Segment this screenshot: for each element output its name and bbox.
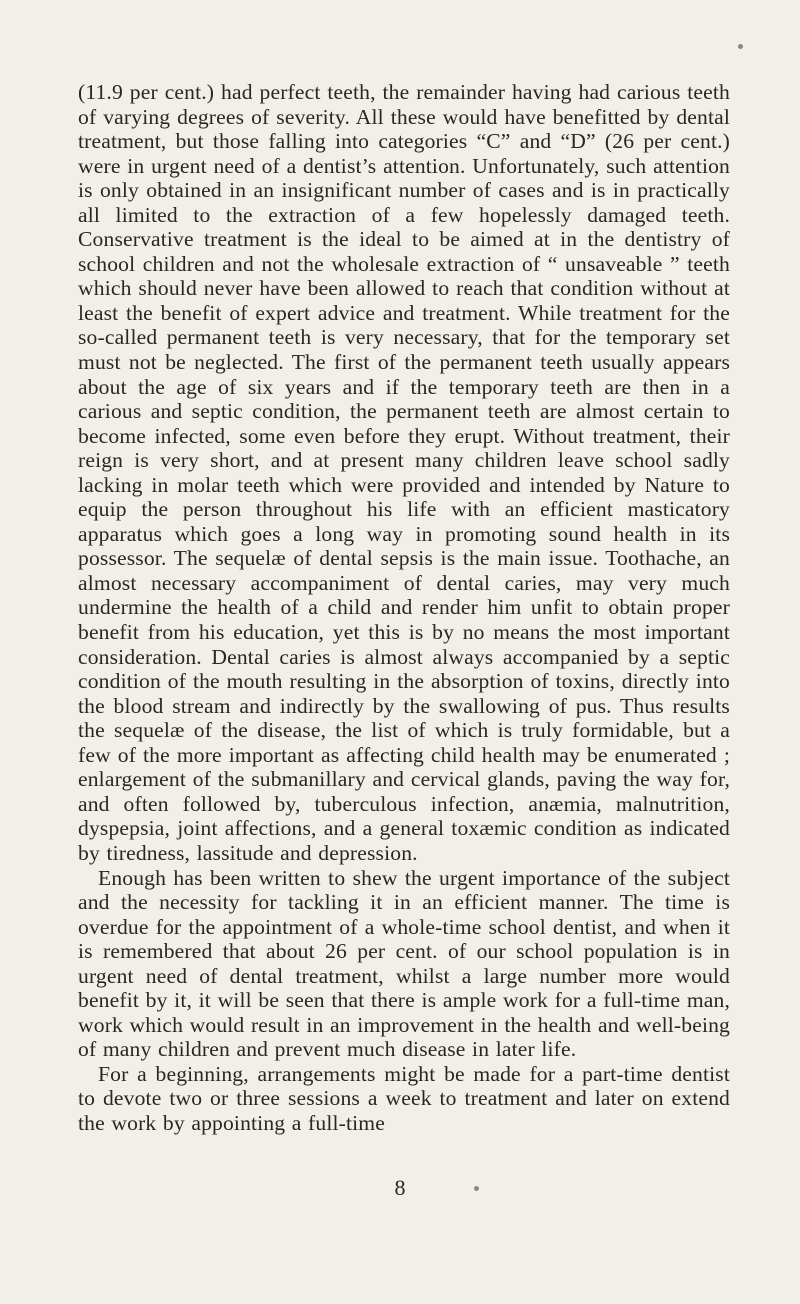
page-body (78, 80, 730, 1136)
body-paragraph-1: (11.9 per cent.) had perfect teeth, the remainder having had carious teeth of varying degrees of severity. All these would have benefitted by dental treatment, but those falling into categories “C” and “D” (26 per cent.) were in urgent need of a dentist’s attention. Unfortunately, such attention is only obtained in an insignificant number of cases and is in practically all limited to the extraction of a few hopelessly damaged teeth. Conservative treatment is the ideal to be aimed at in the dentistry of school children and not the wholesale extraction of “ unsaveable ” teeth which should never have been allowed to reach that condition without at least the benefit of expert advice and treatment. While treatment for the so-called permanent teeth is very necessary, that for the temporary set must not be neglected. The first of the permanent teeth usually appears about the age of six years and if the temporary teeth are then in a carious and septic condition, the permanent teeth are almost certain to become infected, some even before they erupt. Without treatment, their reign is very short, and at present many children leave school sadly lacking in molar teeth which were provided and intended by Nature to equip the person throughout his life with an efficient masticatory apparatus which goes a long way in promoting sound health in its possessor. The sequelæ of dental sepsis is the main issue. Toothache, an almost necessary accompaniment of dental caries, may very much undermine the health of a child and render him unfit to obtain proper benefit from his education, yet this is by no means the most important consideration. Dental caries is almost always accompanied by a septic condition of the mouth resulting in the absorption of toxins, directly into the blood stream and indirectly by the swallowing of pus. Thus results the sequelæ of the disease, the list of which is truly formidable, but a few of the more important as affecting child health may be enumerated ; enlargement of the submanillary and cervical glands, paving the way for, and often followed by, tuberculous infection, anæmia, malnutrition, dyspepsia, joint affections, and a general toxæmic condition as indicated by tiredness, lassitude and depression. (78, 80, 730, 865)
body-paragraph-3: For a beginning, arrangements might be made for a part-time dentist to devote two or three sessions a week to treatment and later on extend the work by appointing a full-time (78, 1061, 730, 1135)
print-speck (474, 1186, 479, 1191)
body-paragraph-2: Enough has been written to shew the urgent importance of the subject and the necessity for tackling it in an efficient manner. The time is overdue for the appointment of a whole-time school dentist, and when it is remembered that about 26 per cent. of our school population is in urgent need of dental treatment, whilst a large number more would benefit by it, it will be seen that there is ample work for a full-time man, work which would result in an improvement in the health and well-being of many children and prevent much disease in later life. (78, 865, 730, 1062)
page-number: 8 (394, 1175, 406, 1200)
print-speck (738, 44, 743, 49)
